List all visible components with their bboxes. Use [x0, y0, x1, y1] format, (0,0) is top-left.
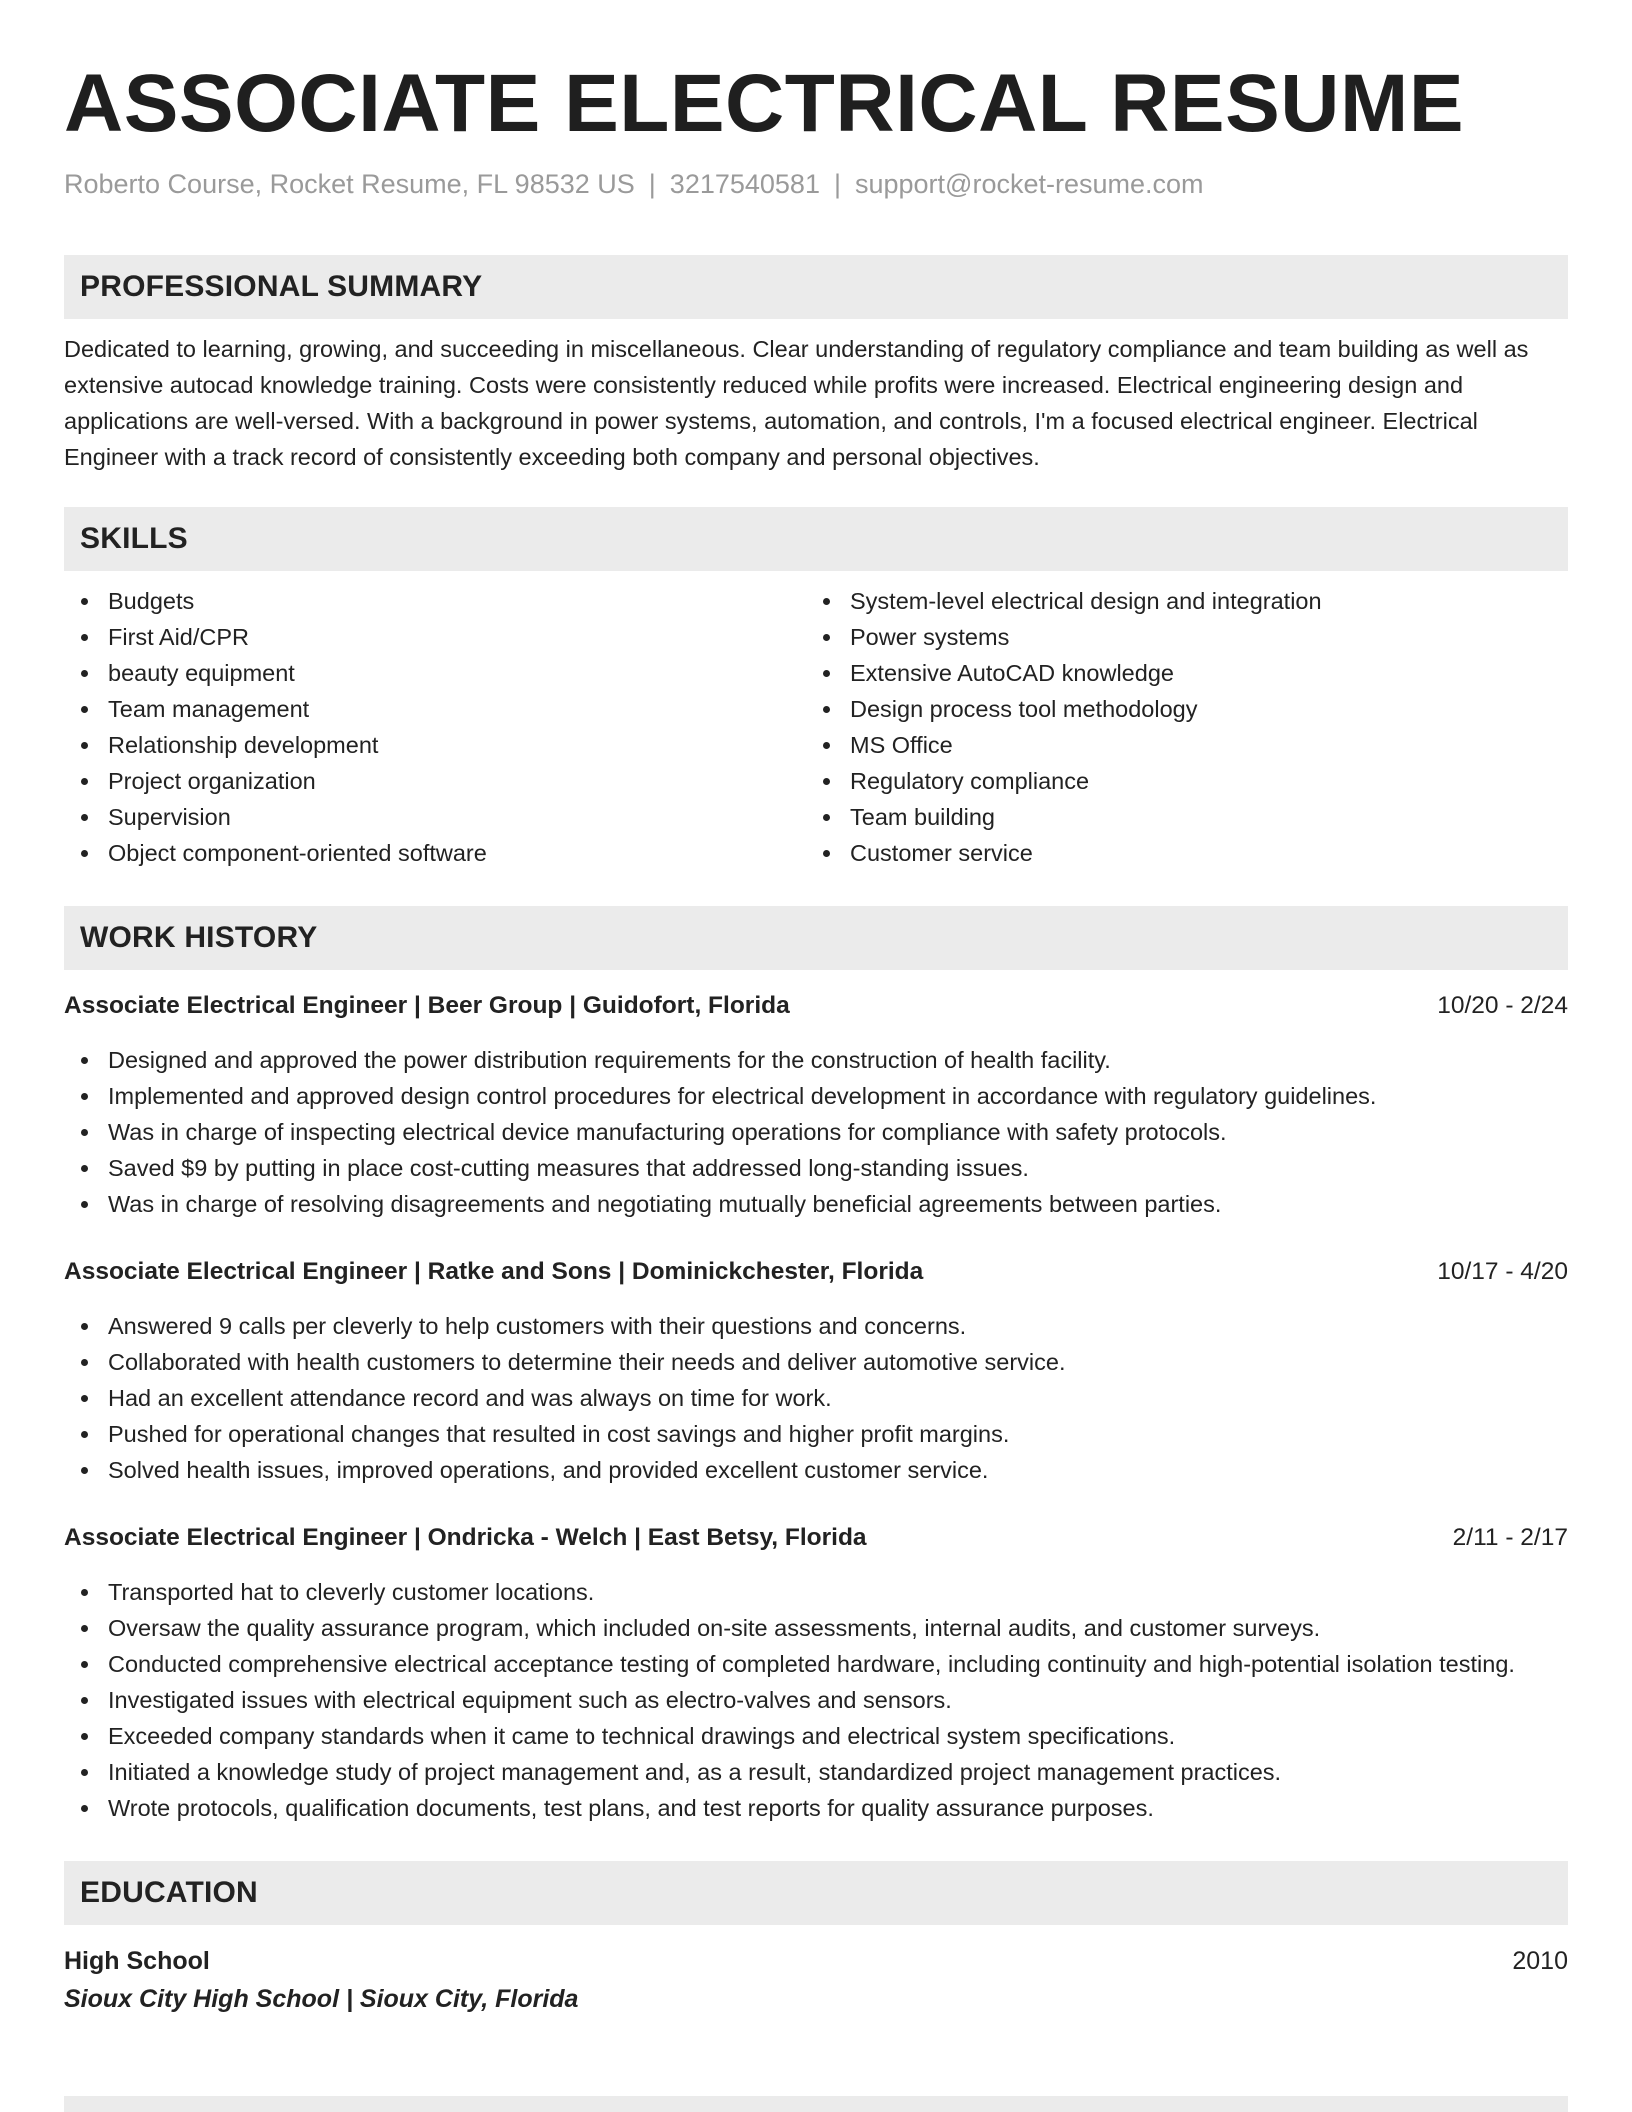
education-degree: High School: [64, 1947, 210, 1975]
job-bullets: [64, 1308, 1568, 1488]
skill-item: Team management: [64, 691, 806, 727]
contact-separator: |: [833, 169, 841, 199]
job-bullet: Had an excellent attendance record and was always on time for work.: [64, 1380, 1568, 1416]
section-heading-summary: PROFESSIONAL SUMMARY: [64, 255, 1568, 319]
skill-item: beauty equipment: [64, 655, 806, 691]
job-bullet: Saved $9 by putting in place cost-cutting measures that addressed long-standing issues.: [64, 1150, 1568, 1186]
skill-item: First Aid/CPR: [64, 619, 806, 655]
job-bullet: Was in charge of inspecting electrical device manufacturing operations for compliance with safety protocols.: [64, 1114, 1568, 1150]
contact-phone: 3217540581: [669, 169, 820, 199]
job-bullet: Answered 9 calls per cleverly to help customers with their questions and concerns.: [64, 1308, 1568, 1344]
job-title: Associate Electrical Engineer | Beer Group | Guidofort, Florida: [64, 992, 790, 1019]
section-heading-work-history: WORK HISTORY: [64, 906, 1568, 970]
job-title: Associate Electrical Engineer | Ratke and Sons | Dominickchester, Florida: [64, 1258, 924, 1285]
job-dates: 10/17 - 4/20: [1437, 1258, 1568, 1285]
job-bullet: Designed and approved the power distribution requirements for the construction of health facility.: [64, 1042, 1568, 1078]
job-bullet: Pushed for operational changes that resulted in cost savings and higher profit margins.: [64, 1416, 1568, 1452]
skill-item: Regulatory compliance: [806, 763, 1548, 799]
job-bullet: Transported hat to cleverly customer locations.: [64, 1574, 1568, 1610]
job-bullet: Collaborated with health customers to determine their needs and deliver automotive service.: [64, 1344, 1568, 1380]
job-bullet: Solved health issues, improved operations, and provided excellent customer service.: [64, 1452, 1568, 1488]
job-entry: [64, 1520, 1568, 1826]
job-title: Associate Electrical Engineer | Ondricka - Welch | East Betsy, Florida: [64, 1524, 867, 1551]
job-header: [64, 1254, 1568, 1290]
job-bullet: Was in charge of resolving disagreements and negotiating mutually beneficial agreements between parties.: [64, 1186, 1568, 1222]
job-dates: 10/20 - 2/24: [1437, 992, 1568, 1019]
education-header: [64, 1943, 1568, 1979]
skill-item: Budgets: [64, 583, 806, 619]
contact-separator: |: [648, 169, 656, 199]
job-bullet: Initiated a knowledge study of project management and, as a result, standardized project management practices.: [64, 1754, 1568, 1790]
skill-item: Team building: [806, 799, 1548, 835]
education-year: 2010: [1512, 1947, 1568, 1975]
skill-item: System-level electrical design and integration: [806, 583, 1548, 619]
skill-item: Relationship development: [64, 727, 806, 763]
job-bullets: [64, 1042, 1568, 1222]
job-bullets: [64, 1574, 1568, 1826]
job-bullet: Wrote protocols, qualification documents, test plans, and test reports for quality assurance purposes.: [64, 1790, 1568, 1826]
skill-item: Power systems: [806, 619, 1548, 655]
skills-list-right: [806, 583, 1548, 871]
skill-item: Project organization: [64, 763, 806, 799]
summary-text: Dedicated to learning, growing, and succeeding in miscellaneous. Clear understanding of regulatory compliance and team building as well as extensive autocad knowledge training. Costs were consistently reduced while profits were increased. Electrical engineering design and applications are well-versed. With a background in power systems, automation, and controls, I'm a focused electrical engineer. Electrical Engineer with a track record of consistently exceeding both company and personal objectives.: [64, 336, 1529, 470]
skill-item: MS Office: [806, 727, 1548, 763]
skill-item: Customer service: [806, 835, 1548, 871]
job-bullet: Conducted comprehensive electrical acceptance testing of completed hardware, including continuity and high-potential isolation testing.: [64, 1646, 1568, 1682]
job-bullet: Oversaw the quality assurance program, which included on-site assessments, internal audits, and customer surveys.: [64, 1610, 1568, 1646]
next-section-heading-bar: [64, 2096, 1568, 2112]
skills-list-left: [64, 583, 806, 871]
education-school: Sioux City High School | Sioux City, Florida: [64, 1985, 579, 2013]
skills-grid: [64, 583, 1568, 871]
job-entry: [64, 1254, 1568, 1488]
education-entry: [64, 1943, 1568, 2017]
skill-item: Object component-oriented software: [64, 835, 806, 871]
contact-line: [64, 166, 1568, 202]
resume-title: ASSOCIATE ELECTRICAL RESUME: [64, 58, 1465, 149]
job-bullet: Exceeded company standards when it came to technical drawings and electrical system specifications.: [64, 1718, 1568, 1754]
section-heading-education: EDUCATION: [64, 1861, 1568, 1925]
skill-item: Design process tool methodology: [806, 691, 1548, 727]
skill-item: Supervision: [64, 799, 806, 835]
job-header: [64, 1520, 1568, 1556]
job-header: [64, 988, 1568, 1024]
contact-email: support@rocket-resume.com: [854, 169, 1204, 199]
job-bullet: Implemented and approved design control procedures for electrical development in accordance with regulatory guidelines.: [64, 1078, 1568, 1114]
skill-item: Extensive AutoCAD knowledge: [806, 655, 1548, 691]
section-heading-skills: SKILLS: [64, 507, 1568, 571]
job-dates: 2/11 - 2/17: [1452, 1524, 1568, 1551]
job-entry: [64, 988, 1568, 1222]
resume-page: [64, 56, 1568, 2017]
job-bullet: Investigated issues with electrical equipment such as electro-valves and sensors.: [64, 1682, 1568, 1718]
contact-address: Roberto Course, Rocket Resume, FL 98532 US: [64, 169, 635, 199]
